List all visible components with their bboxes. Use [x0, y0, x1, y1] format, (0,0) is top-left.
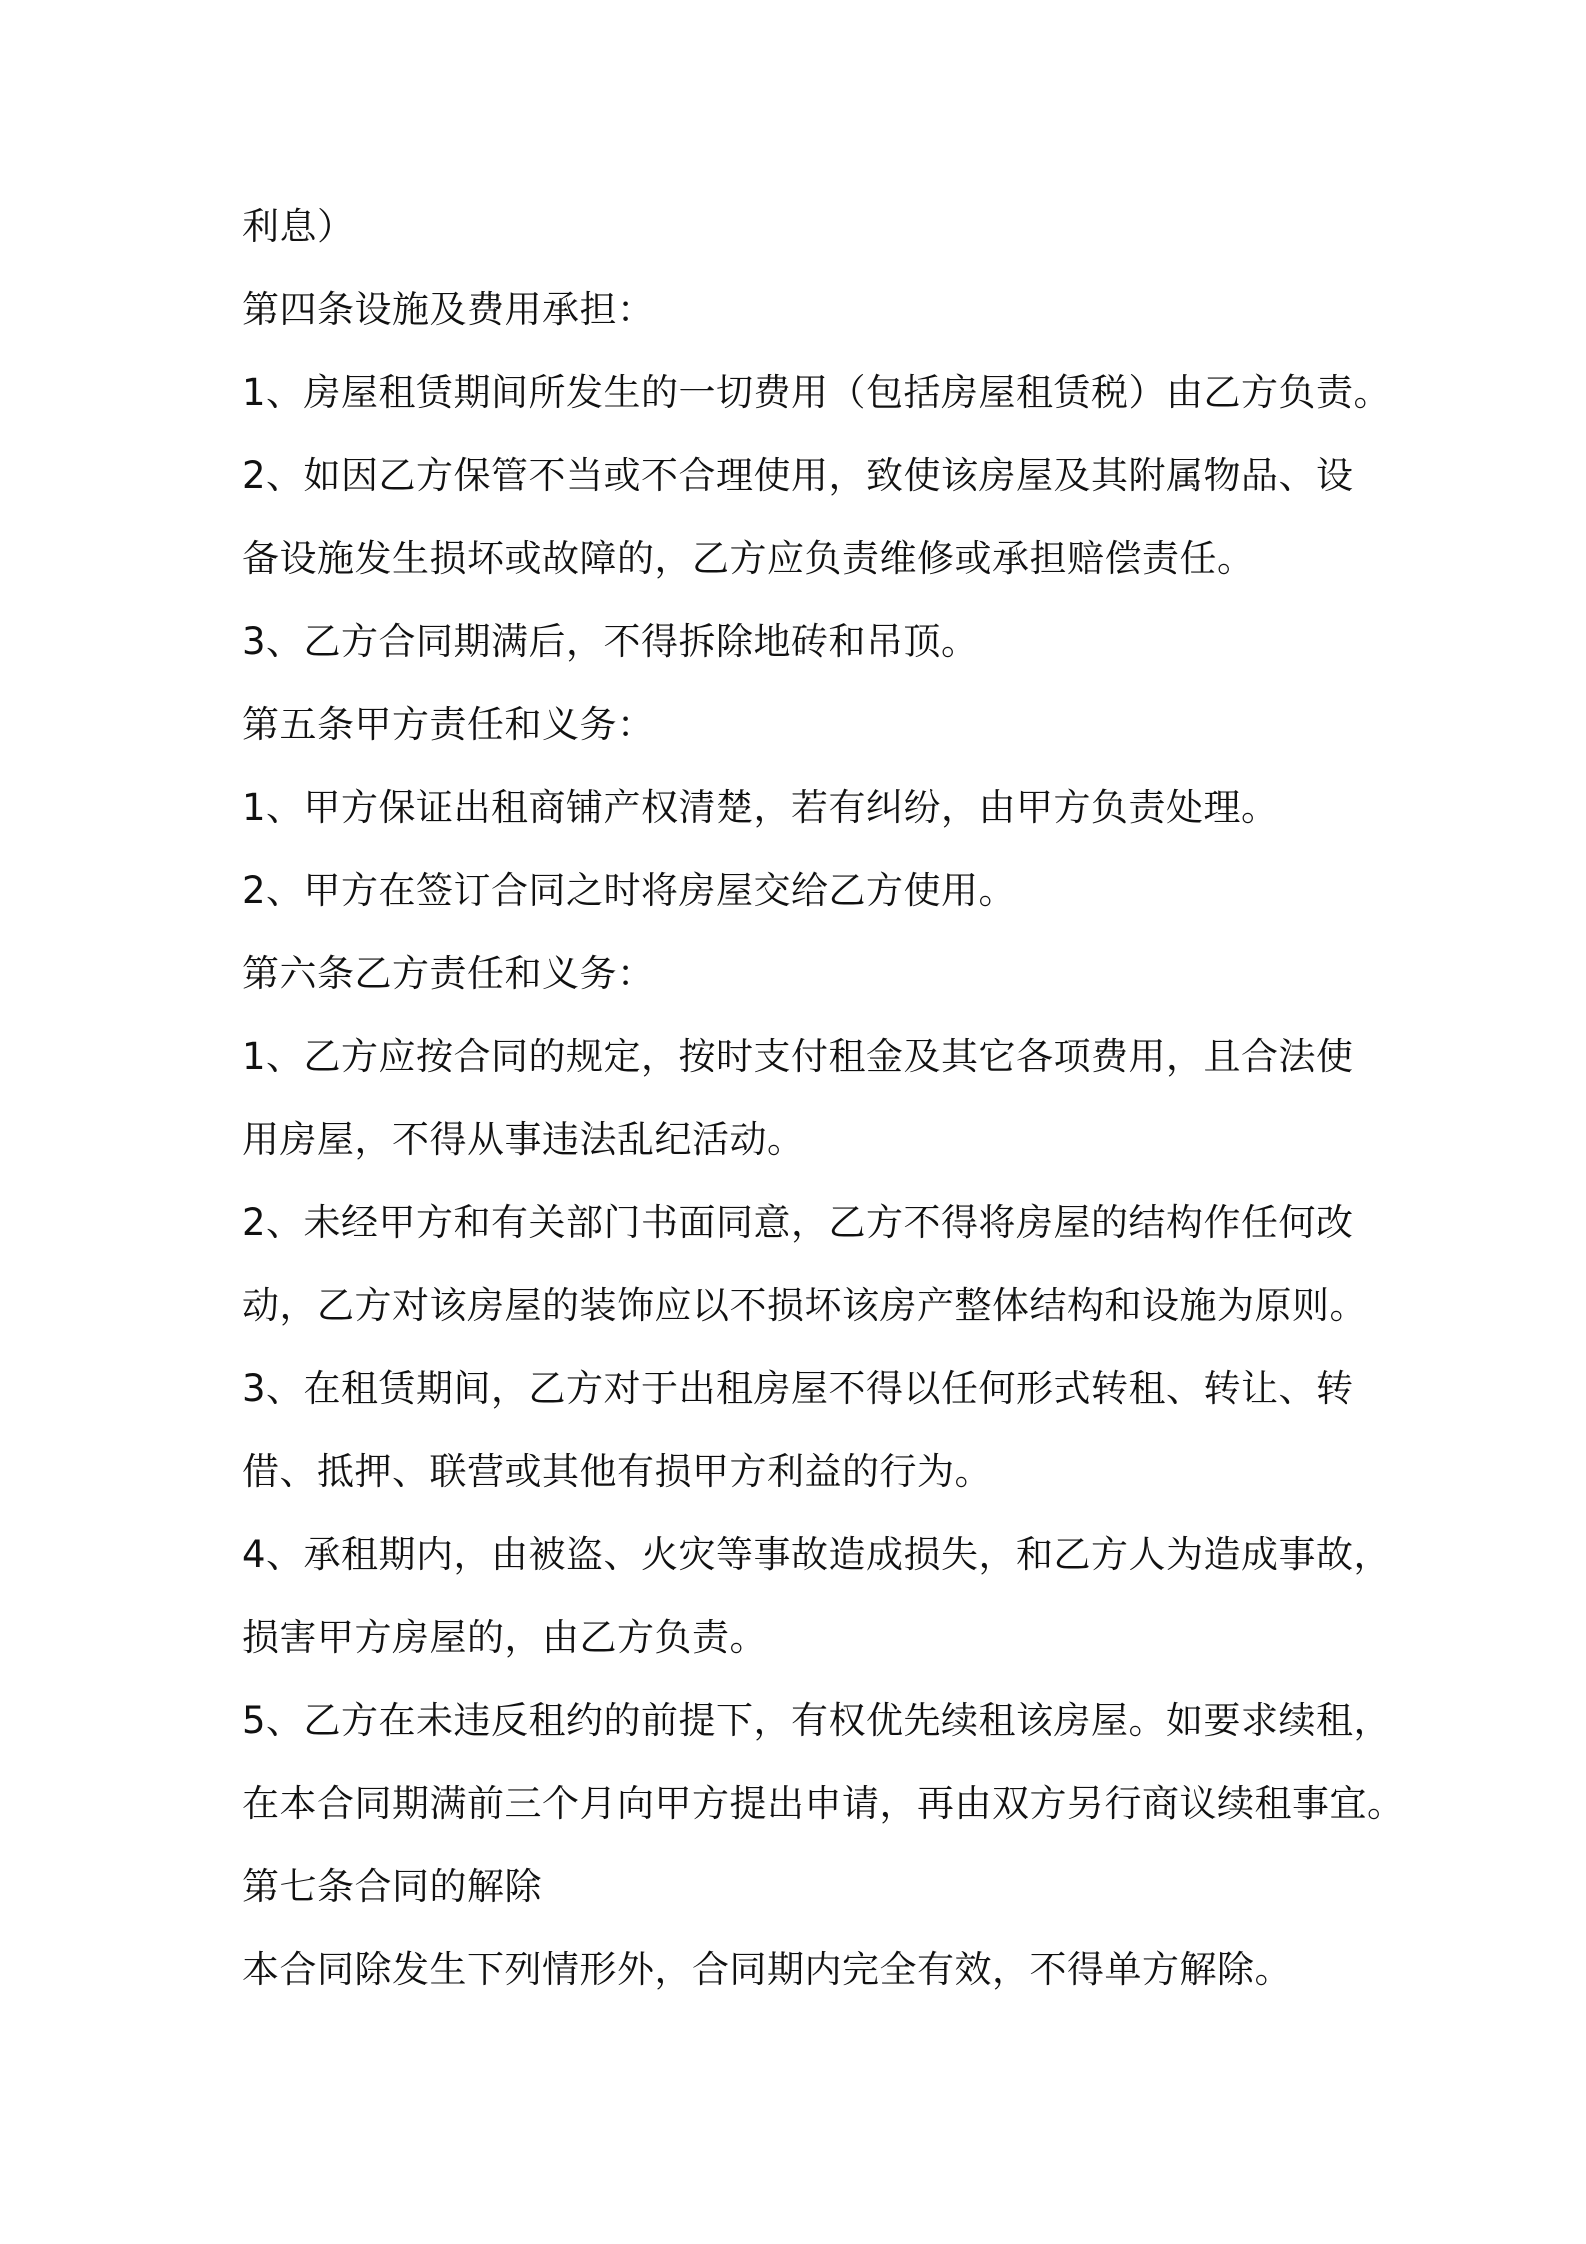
text-line: 2、甲方在签订合同之时将房屋交给乙方使用。 [242, 869, 1017, 912]
section-heading: 第六条乙方责任和义务： [242, 952, 655, 995]
text-line: 4、承租期内，由被盗、火灾等事故造成损失，和乙方人为造成事故， [242, 1533, 1392, 1576]
section-heading: 第四条设施及费用承担： [242, 288, 655, 331]
section-heading: 第七条合同的解除 [242, 1865, 542, 1908]
text-line: 1、甲方保证出租商铺产权清楚，若有纠纷，由甲方负责处理。 [242, 786, 1279, 829]
text-line: 2、如因乙方保管不当或不合理使用，致使该房屋及其附属物品、设 [242, 454, 1354, 497]
text-line: 在本合同期满前三个月向甲方提出申请，再由双方另行商议续租事宜。 [242, 1782, 1405, 1825]
text-line: 用房屋，不得从事违法乱纪活动。 [242, 1118, 805, 1161]
text-line: 动，乙方对该房屋的装饰应以不损坏该房产整体结构和设施为原则。 [242, 1284, 1367, 1327]
text-line: 2、未经甲方和有关部门书面同意，乙方不得将房屋的结构作任何改 [242, 1201, 1354, 1244]
text-line: 5、乙方在未违反租约的前提下，有权优先续租该房屋。如要求续租， [242, 1699, 1392, 1742]
text-line: 3、在租赁期间，乙方对于出租房屋不得以任何形式转租、转让、转 [242, 1367, 1354, 1410]
section-heading: 第五条甲方责任和义务： [242, 703, 655, 746]
text-line: 损害甲方房屋的，由乙方负责。 [242, 1616, 767, 1659]
text-line: 3、乙方合同期满后，不得拆除地砖和吊顶。 [242, 620, 979, 663]
text-line: 1、房屋租赁期间所发生的一切费用（包括房屋租赁税）由乙方负责。 [242, 371, 1392, 414]
text-line: 本合同除发生下列情形外，合同期内完全有效，不得单方解除。 [242, 1948, 1292, 1991]
text-line: 借、抵押、联营或其他有损甲方利益的行为。 [242, 1450, 992, 1493]
text-line: 备设施发生损坏或故障的，乙方应负责维修或承担赔偿责任。 [242, 537, 1255, 580]
text-line: 1、乙方应按合同的规定，按时支付租金及其它各项费用，且合法使 [242, 1035, 1354, 1078]
text-line: 利息） [242, 205, 355, 248]
